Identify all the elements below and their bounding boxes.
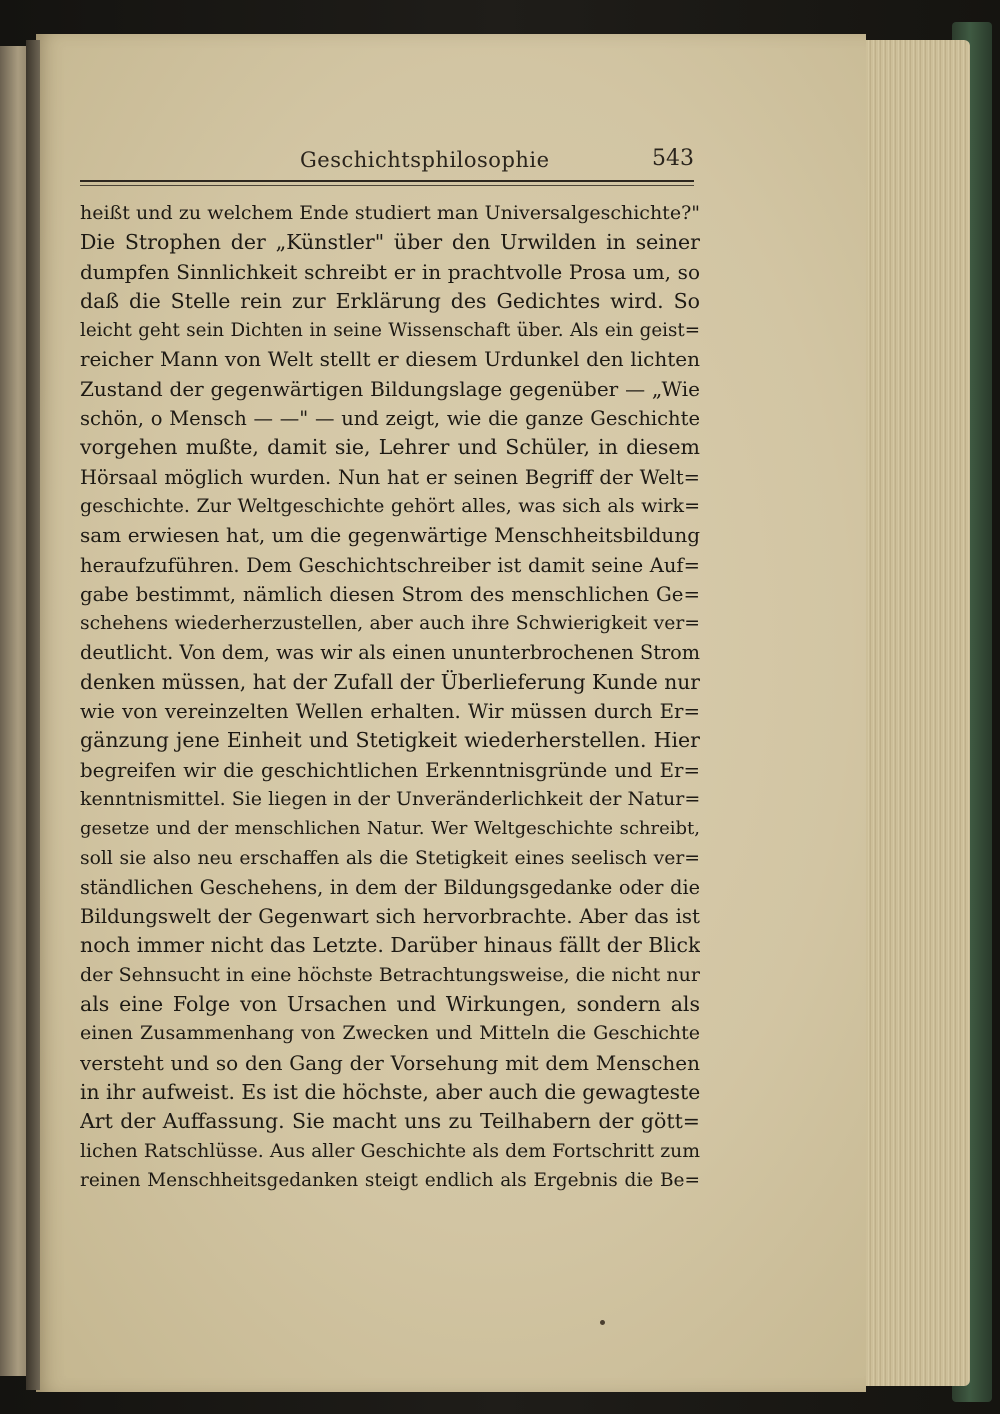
text-line: als eine Folge von Ursachen und Wirkungen, sondern als — [80, 992, 700, 1017]
text-line: vorgehen mußte, damit sie, Lehrer und Schüler, in diesem — [80, 435, 700, 460]
text-line: soll sie also neu erschaffen als die Stetigkeit eines seelisch ver= — [80, 847, 700, 869]
book-gutter — [26, 40, 40, 1390]
text-line: reicher Mann von Welt stellt er diesem Urdunkel den lichten — [80, 347, 700, 372]
text-line: kenntnismittel. Sie liegen in der Unveränderlichkeit der Natur= — [80, 787, 700, 810]
text-line: Hörsaal möglich wurden. Nun hat er seinen Begriff der Welt= — [80, 465, 700, 489]
text-line: versteht und so den Gang der Vorsehung mit dem Menschen — [80, 1050, 700, 1075]
text-line: deutlicht. Von dem, was wir als einen ununterbrochenen Strom — [80, 641, 700, 665]
page-speck — [600, 1320, 605, 1325]
text-line: heraufzuführen. Dem Geschichtschreiber ist damit seine Auf= — [80, 553, 700, 577]
text-line: denken müssen, hat der Zufall der Überlieferung Kunde nur — [80, 669, 700, 694]
text-line: Bildungswelt der Gegenwart sich hervorbrachte. Aber das ist — [80, 905, 700, 929]
text-line: heißt und zu welchem Ende studiert man Universalgeschichte?" — [80, 202, 700, 224]
text-line: schön, o Mensch — —" — und zeigt, wie die ganze Geschichte — [80, 407, 700, 431]
text-line: Die Strophen der „Künstler" über den Urwilden in seiner — [80, 230, 700, 255]
text-line: gesetze und der menschlichen Natur. Wer Weltgeschichte schreibt, — [80, 818, 700, 840]
header-rule-thin — [80, 185, 694, 186]
text-line: ständlichen Geschehens, in dem der Bildungsgedanke oder die — [80, 875, 700, 899]
header-rule — [80, 180, 694, 182]
text-line: daß die Stelle rein zur Erklärung des Gedichtes wird. So — [80, 288, 700, 313]
text-line: schehens wiederherzustellen, aber auch ihre Schwierigkeit ver= — [80, 613, 700, 635]
body-text — [80, 199, 700, 1195]
text-line: geschichte. Zur Weltgeschichte gehört alles, was sich als wirk= — [80, 494, 700, 517]
text-line: einen Zusammenhang von Zwecken und Mitteln die Geschichte — [80, 1022, 700, 1045]
running-head — [82, 148, 694, 188]
text-line: Art der Auffassung. Sie macht uns zu Teilhabern der gött= — [80, 1109, 700, 1134]
text-line: leicht geht sein Dichten in seine Wissenschaft über. Als ein geist= — [80, 320, 700, 342]
text-line: in ihr aufweist. Es ist die höchste, aber auch die gewagteste — [80, 1079, 700, 1104]
text-line: dumpfen Sinnlichkeit schreibt er in prachtvolle Prosa um, so — [80, 259, 700, 284]
text-line: gabe bestimmt, nämlich diesen Strom des menschlichen Ge= — [80, 582, 700, 606]
text-line: der Sehnsucht in eine höchste Betrachtungsweise, die nicht nur — [80, 963, 700, 986]
text-line: begreifen wir die geschichtlichen Erkenntnisgründe und Er= — [80, 758, 700, 782]
text-line: lichen Ratschlüsse. Aus aller Geschichte als dem Fortschritt zum — [80, 1140, 700, 1162]
text-line: Zustand der gegenwärtigen Bildungslage gegenüber — „Wie — [80, 376, 700, 401]
running-head-title: Geschichtsphilosophie — [300, 148, 550, 172]
text-line: gänzung jene Einheit und Stetigkeit wiederherstellen. Hier — [80, 728, 700, 753]
text-line: sam erwiesen hat, um die gegenwärtige Menschheitsbildung — [80, 523, 700, 548]
text-line: reinen Menschheitsgedanken steigt endlich als Ergebnis die Be= — [80, 1169, 700, 1191]
text-line: noch immer nicht das Letzte. Darüber hinaus fällt der Blick — [80, 933, 700, 958]
page-number: 543 — [652, 146, 694, 171]
text-line: wie von vereinzelten Wellen erhalten. Wir müssen durch Er= — [80, 700, 700, 724]
page-edges — [852, 40, 970, 1386]
